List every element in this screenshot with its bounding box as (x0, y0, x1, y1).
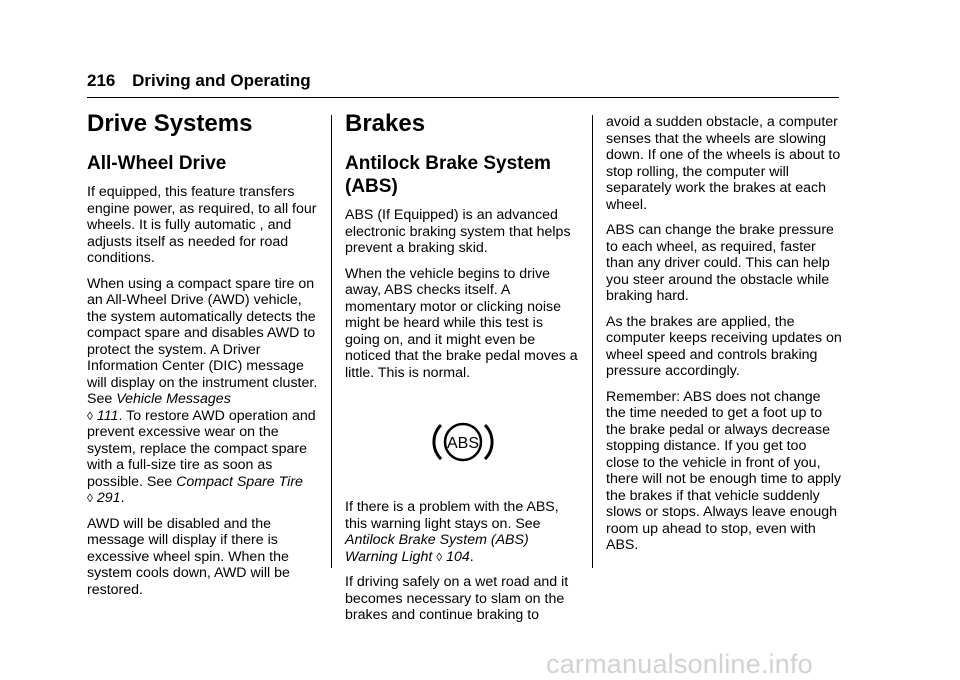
heading-antilock-brake-system: Antilock Brake System (ABS) (345, 153, 551, 197)
paragraph: ABS can change the brake pressure to each wheel, as required, faster than any driver could. This can help you steer around the obstacle while braking hard. (606, 222, 834, 304)
column-2 (345, 110, 581, 633)
heading-brakes: Brakes (345, 110, 426, 137)
abs-warning-light-icon (345, 393, 581, 491)
paragraph: If driving safely on a wet road and it becomes necessary to slam on the brakes and continue braking to (345, 574, 569, 623)
abs-icon-label: ABS (446, 435, 480, 452)
paragraph: If there is a problem with the ABS, this warning light stays on. See Antilock Brake System (ABS) Warning Light ◊ 104. (345, 499, 559, 565)
column-divider (331, 115, 332, 568)
paragraph: AWD will be disabled and the message will display if there is excessive wheel spin. When the system cools down, AWD will be restored. (87, 515, 290, 598)
page-number: 216 (87, 71, 116, 90)
watermark: carmanualsonline.info (546, 649, 813, 679)
section-title: Driving and Operating (132, 71, 311, 90)
page-ref[interactable]: 291 (96, 490, 121, 506)
link-abs-warning-light[interactable]: Antilock Brake System (ABS) Warning Light (345, 532, 529, 565)
column-1 (87, 110, 323, 607)
heading-drive-systems: Drive Systems (87, 110, 253, 137)
link-compact-spare-tire[interactable]: Compact Spare Tire (176, 473, 303, 490)
page-ref-icon: ◊ (87, 408, 93, 423)
paragraph: As the brakes are applied, the computer keeps receiving updates on wheel speed and controls braking pressure accordingly. (606, 313, 842, 379)
page-ref-icon: ◊ (87, 491, 93, 505)
paragraph: If equipped, this feature transfers engine power, as required, to all four wheels. It is fully automatic , and adjusts itself as needed for road conditions. (87, 184, 317, 266)
paragraph: Remember: ABS does not change the time needed to get a foot up to the brake pedal or always decrease stopping distance. If you get too close to the vehicle in front of you, there will not be enough time to apply the brakes if that vehicle suddenly slows or stops. Always leave enough room up ahead to stop, even with ABS. (606, 388, 842, 553)
page-ref-icon: ◊ (436, 549, 443, 564)
paragraph: When the vehicle begins to drive away, ABS checks itself. A momentary motor or clicking noise might be heard while this test is going on, and it might even be noticed that the brake pedal moves a little. This is normal. (345, 265, 578, 381)
heading-all-wheel-drive: All-Wheel Drive (87, 153, 227, 174)
column-divider (592, 115, 593, 568)
paragraph: avoid a sudden obstacle, a computer senses that the wheels are slowing down. If one of the wheels is about to stop rolling, the computer will separately work the brakes at each wheel. (606, 114, 841, 213)
link-vehicle-messages[interactable]: Vehicle Messages (116, 391, 231, 407)
page-header (87, 71, 311, 91)
page-ref[interactable]: 104 (446, 548, 470, 565)
paragraph: ABS (If Equipped) is an advanced electronic braking system that helps prevent a braking skid. (345, 207, 571, 256)
page-ref[interactable]: 111 (96, 407, 119, 424)
column-3 (606, 114, 842, 563)
header-rule (87, 97, 839, 98)
paragraph: When using a compact spare tire on an All-Wheel Drive (AWD) vehicle, the system automatically detects the compact spare and disables AWD to protect the system. A Driver Information Center (DIC) message will display on the instrument cluster. See Vehicle Messages ◊ 111. To restore AWD operation and prevent excessive wear on the system, replace the compact spare with a full-size tire as soon as possible. See Compact Spare Tire ◊ 291. (87, 275, 318, 506)
